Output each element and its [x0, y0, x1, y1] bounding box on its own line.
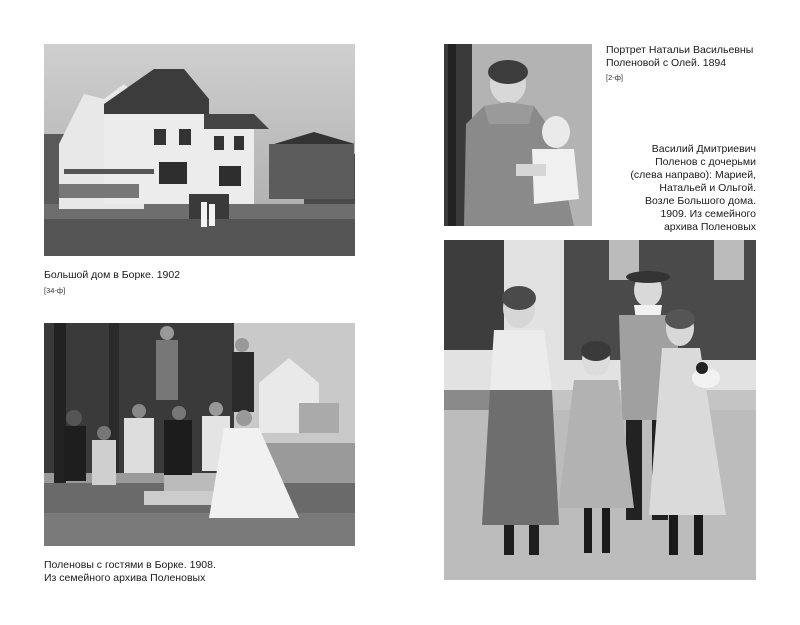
ref-big-house: [34-ф] [44, 286, 66, 295]
caption-daughters-line7: архива Поленовых [663, 221, 756, 233]
caption-daughters-line5: Возле Большого дома. [645, 195, 756, 207]
ref-portrait: [2-ф] [606, 73, 624, 82]
caption-portrait-line1: Портрет Натальи Васильевны [606, 44, 754, 56]
caption-big-house: Большой дом в Борке. 1902 [44, 269, 181, 281]
caption-daughters [600, 143, 756, 234]
caption-daughters-line1: Василий Дмитриевич [651, 143, 756, 155]
photo-big-house [44, 44, 355, 256]
caption-daughters-line4: Натальей и Ольгой. [659, 182, 756, 194]
photo-portrait [444, 44, 592, 226]
caption-guests-line1: Поленовы с гостями в Борке. 1908. [44, 559, 216, 571]
caption-guests-line2: Из семейного архива Поленовых [44, 572, 206, 584]
photo-daughters [444, 240, 756, 580]
caption-daughters-line2: Поленов с дочерьми [655, 156, 756, 168]
caption-portrait-line2: Поленовой с Олей. 1894 [606, 57, 727, 69]
caption-daughters-line6: 1909. Из семейного [660, 208, 756, 220]
photo-guests [44, 323, 355, 546]
caption-daughters-line3: (слева направо): Марией, [630, 169, 756, 181]
